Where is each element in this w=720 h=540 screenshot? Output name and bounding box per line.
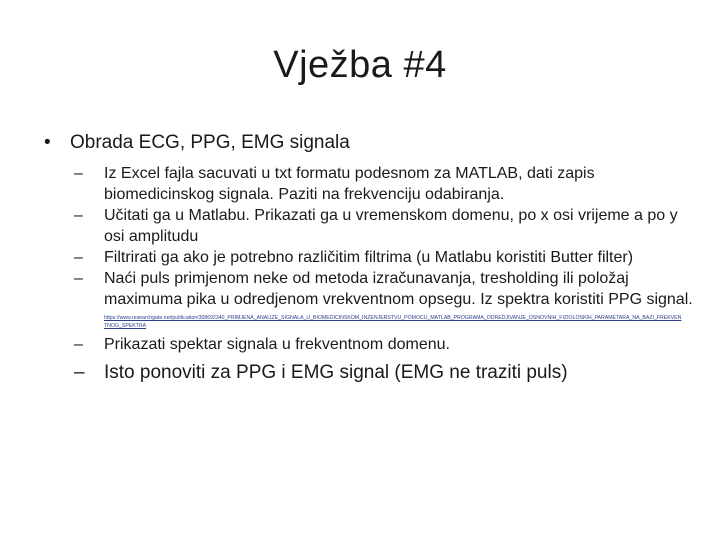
dash-marker: – <box>74 362 85 383</box>
dash-marker: – <box>74 270 83 287</box>
dash-marker: – <box>74 165 83 182</box>
list-item-text: Učitati ga u Matlabu. Prikazati ga u vremenskom domenu, po x osi vrijeme a po y osi amplitudu <box>104 207 678 245</box>
list-item <box>74 361 694 385</box>
list-item <box>74 163 694 205</box>
list-item-text: Filtrirati ga ako je potrebno različitim filtrima (u Matlabu koristiti Butter filter) <box>104 249 634 266</box>
list-item <box>74 334 694 355</box>
main-bullet-text: Obrada ECG, PPG, EMG signala <box>70 132 350 153</box>
dash-marker: – <box>74 207 83 224</box>
main-bullet <box>44 132 350 154</box>
list-item-text: Prikazati spektar signala u frekventnom domenu. <box>104 336 450 353</box>
dash-marker: – <box>74 336 83 353</box>
list-item <box>74 247 694 268</box>
dash-marker: – <box>74 249 83 266</box>
list-item-text: Naći puls primjenom neke od metoda izračunavanja, tresholding ili položaj maximuma pika u odredjenom vrekventnom opsegu. Iz spektra koristiti PPG signal. <box>104 270 693 308</box>
list-item <box>74 268 694 310</box>
list-item <box>74 205 694 247</box>
slide-title: Vježba #4 <box>273 44 447 86</box>
reference-link[interactable]: https://www.researchgate.net/publication/308692340_PRIMJENA_ANALIZE_SIGNALA_U_BIOMEDICINSKOM_INZENJERSTVU_POMOCU_MATLAB_PROGRAMA_ODREDJIVANJE_OSNOVNIH_FIZIOLOSKIH_PARAMETARA_NA_BAZI_FREKVENTNOG_SPEKTRA <box>104 315 682 329</box>
list-item-text: Isto ponoviti za PPG i EMG signal (EMG ne traziti puls) <box>104 362 568 383</box>
list-item-text: Iz Excel fajla sacuvati u txt formatu podesnom za MATLAB, dati zapis biomedicinskog signala. Paziti na frekvenciju odabiranja. <box>104 165 595 203</box>
sub-bullet-list <box>74 163 694 385</box>
bullet-marker: • <box>44 132 51 153</box>
